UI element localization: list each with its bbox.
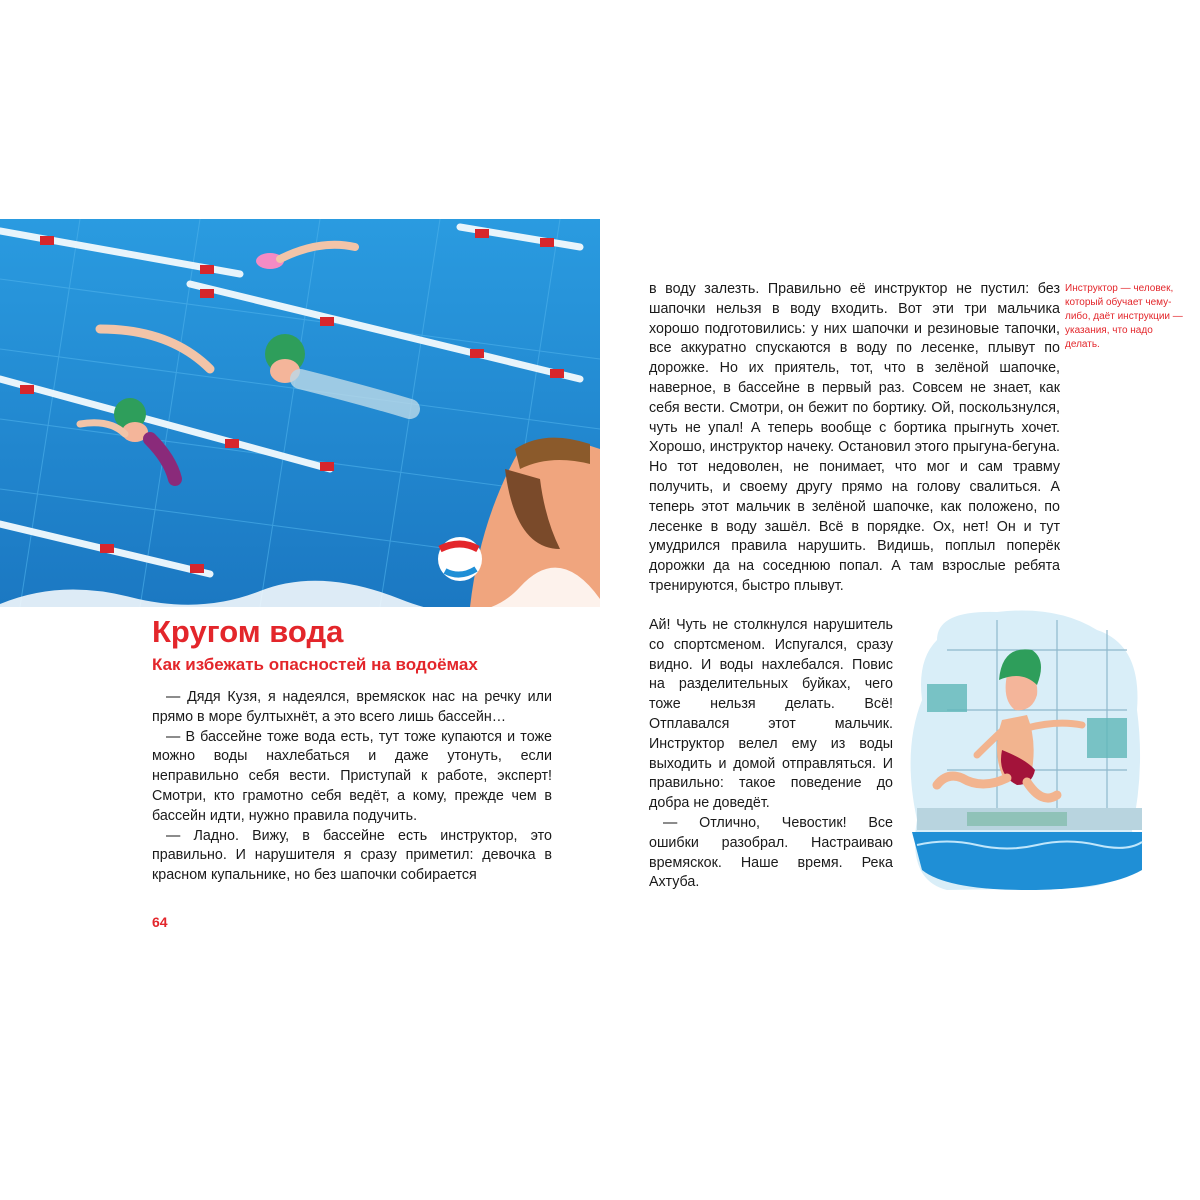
wrapped-text	[649, 616, 893, 893]
paragraph: — Отлично, Чевостик! Все ошибки разобрал. Настраиваю времяскок. Наше время. Река Ахтуба.	[649, 814, 893, 891]
paragraph: — Дядя Кузя, я надеялся, времяскок нас на речку или прямо в море бултыхнёт, а это всего лишь бассейн…	[152, 689, 552, 725]
pool-illustration	[0, 219, 600, 607]
right-page-text	[649, 280, 1060, 597]
margin-note: Инструктор — человек, который обучает чему-либо, даёт инструкции — указания, что надо делать.	[1065, 283, 1183, 350]
left-page-text	[152, 688, 552, 886]
paragraph: — В бассейне тоже вода есть, тут тоже купаются и тоже можно воды нахлебаться и даже утонуть, если неправильно себя вести. Приступай к работе, эксперт! Смотри, кто грамотно себя ведёт, а кому, прежде чем в бассейн идти, нужно правила подучить.	[152, 728, 552, 824]
boy-illustration	[907, 600, 1147, 895]
paragraph: Ай! Чуть не столкнулся нарушитель со спортсменом. Испугался, сразу видно. И воды нахлебался. Повис на разделительных буйках, чего тоже нельзя делать. Всё! Отплавался этот мальчик. Инструктор велел ему из воды выходить и домой отправляться. И правильно: такое поведение до добра не доведёт.	[649, 617, 893, 812]
paragraph: — Ладно. Вижу, в бассейне есть инструктор, это правильно. И нарушителя я сразу приметил: девочка в красном купальнике, но без шапочки собирается	[152, 827, 552, 884]
chapter-subtitle: Как избежать опасностей на водоёмах	[152, 655, 478, 674]
right-page	[600, 0, 1200, 1200]
chapter-title: Кругом вода	[152, 614, 344, 649]
page-number: 64	[152, 914, 168, 930]
paragraph: в воду залезть. Правильно её инструктор не пустил: без шапочки нельзя в воду входить. Вот эти три мальчика хорошо подготовились: у них шапочки и резиновые тапочки, все аккуратно спускаются в воду по лесенке, плывут по дорожке. Но их приятель, тот, что в зелёной шапочке, наверное, в бассейне в первый раз. Совсем не знает, как себя вести. Смотри, он бежит по бортику. Ой, поскользнулся, чуть не упал! А теперь вообще с бортика прыгнуть хочет. Хорошо, инструктор начеку. Остановил этого прыгуна-бегуна. Но тот недоволен, не понимает, что мог и сам травму получить, и своему другу прямо на голову свалиться. А теперь этот мальчик в зелёной шапочке, как положено, по лесенке в воду зашёл. Всё в порядке. Ох, нет! Он и тут умудрился правила нарушить. Видишь, поплыл поперёк дорожки да на соседнюю попал. А там взрослые ребята тренируются, быстро плывут.	[649, 281, 1060, 594]
